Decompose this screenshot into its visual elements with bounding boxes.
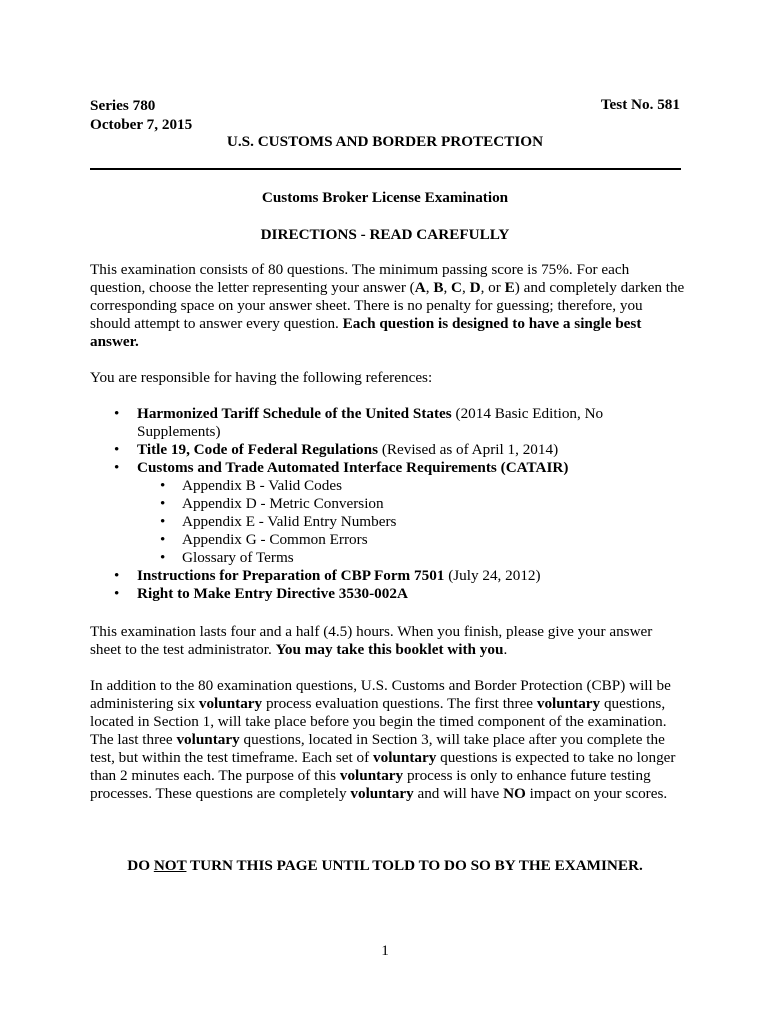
intro-sep-1: , xyxy=(425,279,434,296)
answer-letter-d: D xyxy=(469,279,481,296)
series-label: Series 780 xyxy=(90,97,156,114)
keep-booklet-note: You may take this booklet with you xyxy=(275,641,504,658)
reference-item xyxy=(90,405,686,441)
intro-sep-3: , xyxy=(462,279,470,296)
intro-paragraph xyxy=(90,261,686,351)
reference-detail: (July 24, 2012) xyxy=(444,567,541,584)
appendix-item: • Appendix E - Valid Entry Numbers xyxy=(137,513,686,531)
intro-sep-2: , xyxy=(443,279,452,296)
header-divider xyxy=(90,168,681,170)
voluntary-questions-paragraph xyxy=(90,677,686,803)
exam-date: October 7, 2015 xyxy=(90,116,193,133)
header-left xyxy=(90,96,192,134)
reference-item xyxy=(90,459,686,567)
reference-title: Instructions for Preparation of CBP Form 7501 xyxy=(137,567,445,584)
appendix-item: • Appendix B - Valid Codes xyxy=(137,477,686,495)
voluntary-text: and will have xyxy=(413,785,504,802)
voluntary-text: impact on your scores. xyxy=(525,785,668,802)
reference-title: Harmonized Tariff Schedule of the United States xyxy=(137,405,452,422)
voluntary-text: In addition to the 80 examination questions, U.S. Customs and Border Protection (CBP) will be administering six xyxy=(90,677,671,712)
no-impact-emphasis: NO xyxy=(503,785,526,802)
voluntary-text: process evaluation questions. The first three xyxy=(262,695,537,712)
reference-item xyxy=(90,441,686,459)
duration-text: This examination lasts four and a half (4.5) hours. When you finish, please give your answer sheet to the test administrator. xyxy=(90,623,653,658)
exam-title: Customs Broker License Examination xyxy=(261,189,509,206)
do-not-turn-warning xyxy=(0,857,770,875)
catair-appendix-list xyxy=(137,477,686,567)
reference-title: Customs and Trade Automated Interface Requirements (CATAIR) xyxy=(137,459,569,476)
warning-do: DO xyxy=(127,857,154,874)
reference-title: Right to Make Entry Directive 3530-002A xyxy=(137,585,408,602)
answer-letter-c: C xyxy=(451,279,463,296)
warning-not-underlined: NOT xyxy=(153,857,187,874)
voluntary-emphasis: voluntary xyxy=(198,695,263,712)
reference-detail: (Revised as of April 1, 2014) xyxy=(378,441,559,458)
reference-detail: (2014 Basic Edition, No Supplements) xyxy=(137,405,604,440)
intro-text-2: ) and completely darken the corresponding space on your answer sheet. There is no penalty for guessing; therefore, you should attempt to answer every question. xyxy=(90,279,685,332)
duration-paragraph xyxy=(90,623,686,659)
reference-item xyxy=(90,567,686,585)
answer-letter-e: E xyxy=(504,279,515,296)
reference-item xyxy=(90,585,686,603)
directions-heading: DIRECTIONS - READ CAREFULLY xyxy=(260,226,510,243)
intro-sep-4: , or xyxy=(480,279,505,296)
answer-letter-b: B xyxy=(433,279,444,296)
reference-title: Title 19, Code of Federal Regulations xyxy=(137,441,379,458)
single-best-answer-note: Each question is designed to have a single best answer. xyxy=(90,315,642,350)
voluntary-text: questions, located in Section 3, will take place after you complete the test, but within the test timeframe. Each set of xyxy=(90,731,665,766)
appendix-item: • Appendix D - Metric Conversion xyxy=(137,495,686,513)
warning-rest: TURN THIS PAGE UNTIL TOLD TO DO SO BY THE EXAMINER. xyxy=(186,857,643,874)
voluntary-text: questions is expected to take no longer than 2 minutes each. The purpose of this xyxy=(90,749,676,784)
agency-name: U.S. CUSTOMS AND BORDER PROTECTION xyxy=(226,133,544,150)
references-list xyxy=(90,405,686,603)
page-number: 1 xyxy=(381,942,389,959)
references-intro: You are responsible for having the following references: xyxy=(90,369,433,386)
appendix-item: • Glossary of Terms xyxy=(137,549,686,567)
duration-end: . xyxy=(503,641,508,658)
intro-text-1: This examination consists of 80 questions. The minimum passing score is 75%. For each question, choose the letter representing your answer ( xyxy=(90,261,630,296)
voluntary-emphasis: voluntary xyxy=(176,731,240,748)
voluntary-emphasis: voluntary xyxy=(536,695,601,712)
test-number: Test No. 581 xyxy=(600,96,680,113)
voluntary-text: process is only to enhance future testing processes. These questions are completely xyxy=(90,767,651,802)
voluntary-emphasis: voluntary xyxy=(350,785,414,802)
voluntary-emphasis: voluntary xyxy=(373,749,437,766)
answer-letter-a: A xyxy=(414,279,426,296)
voluntary-text: questions, located in Section 1, will take place before you begin the timed component of the examination. The last three xyxy=(90,695,667,748)
appendix-item: • Appendix G - Common Errors xyxy=(137,531,686,549)
voluntary-emphasis: voluntary xyxy=(339,767,404,784)
